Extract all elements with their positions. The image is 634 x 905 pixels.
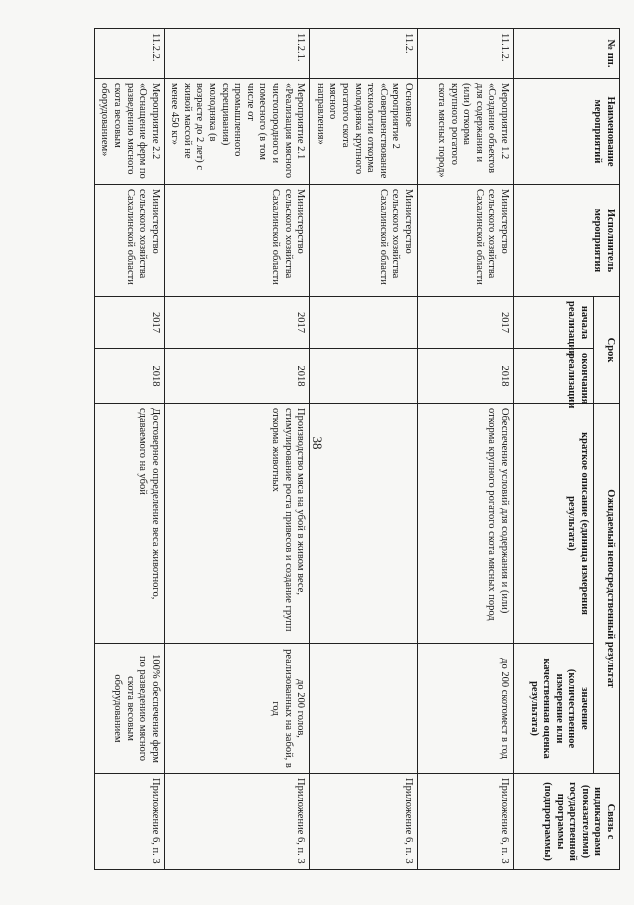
- header-link: Связь с индикаторами (показателями) государственной программы (подпрограммы): [514, 774, 620, 870]
- row-end: 2018: [418, 349, 514, 404]
- row-value: до 200 скотомест в год: [418, 644, 514, 774]
- row-desc: Производство мяса на убой в живом весе, стимулирование роста привесов и создание групп откорма животных: [164, 404, 310, 644]
- table-row: [94, 29, 164, 870]
- row-desc: [310, 404, 418, 644]
- row-executor: Министерство сельского хозяйства Сахалинской области: [164, 185, 310, 297]
- row-start: 2017: [94, 297, 164, 349]
- row-desc: Достоверное определение веса животного, сдаваемого на убой: [94, 404, 164, 644]
- row-desc: Обеспечение условий для содержания и (или) откорма крупного рогатого скота мясных пород: [418, 404, 514, 644]
- row-executor: Министерство сельского хозяйства Сахалинской области: [310, 185, 418, 297]
- row-link: Приложение 6, п. 3: [418, 774, 514, 870]
- header-num: № пп.: [514, 29, 620, 79]
- row-num: 11.2.2.: [94, 29, 164, 79]
- table-row: [310, 29, 418, 870]
- row-num: 11.2.: [310, 29, 418, 79]
- row-num: 11.2.1.: [164, 29, 310, 79]
- row-executor: Министерство сельского хозяйства Сахалинской области: [94, 185, 164, 297]
- row-start: [310, 297, 418, 349]
- header-executor: Исполнитель мероприятия: [514, 185, 620, 297]
- row-link: Приложение 6, п. 3: [94, 774, 164, 870]
- header-term-end: окончания реализации: [514, 349, 594, 404]
- header-result-value: значение (количественное измерение или качественная оценка результата): [514, 644, 594, 774]
- row-name: Мероприятие 2.1 «Реализация мясного чистопородного и помесного (в том числе от промышленного скрещивания) молодняка (в возрасте до 2 лет) с живой массой не менее 450 кг»: [164, 79, 310, 185]
- header-term: Срок: [594, 297, 620, 404]
- header-result-desc: краткое описание (единица измерения результата): [514, 404, 594, 644]
- row-start: 2017: [418, 297, 514, 349]
- row-end: 2018: [164, 349, 310, 404]
- row-link: Приложение 6, п. 3: [310, 774, 418, 870]
- row-name: Мероприятие 1.2 «Создание объектов для содержания и (или) откорма крупного рогатого скота мясных пород»: [418, 79, 514, 185]
- header-term-start: начала реализации: [514, 297, 594, 349]
- row-start: 2017: [164, 297, 310, 349]
- header-name: Наименование мероприятий: [514, 79, 620, 185]
- row-value: [310, 644, 418, 774]
- row-num: 11.1.2.: [418, 29, 514, 79]
- row-end: [310, 349, 418, 404]
- row-name: Мероприятие 2.2 «Оснащение ферм по разведению мясного скота весовым оборудованием»: [94, 79, 164, 185]
- page-number: 38: [310, 436, 325, 450]
- table-row: [164, 29, 310, 870]
- rotated-table-wrapper: [99, 28, 620, 869]
- table-row: [418, 29, 514, 870]
- header-result: Ожидаемый непосредственный результат: [594, 404, 620, 774]
- row-link: Приложение 6, п. 3: [164, 774, 310, 870]
- measures-table: [94, 28, 620, 870]
- row-value: 100% обеспечение ферм по разведению мясного скота весовым оборудованием: [94, 644, 164, 774]
- row-name: Основное мероприятие 2 «Совершенствование технологии откорма молодняка крупного рогатого скота мясного направления»: [310, 79, 418, 185]
- row-executor: Министерство сельского хозяйства Сахалинской области: [418, 185, 514, 297]
- row-end: 2018: [94, 349, 164, 404]
- row-value: до 200 голов, реализованных на забой, в год: [164, 644, 310, 774]
